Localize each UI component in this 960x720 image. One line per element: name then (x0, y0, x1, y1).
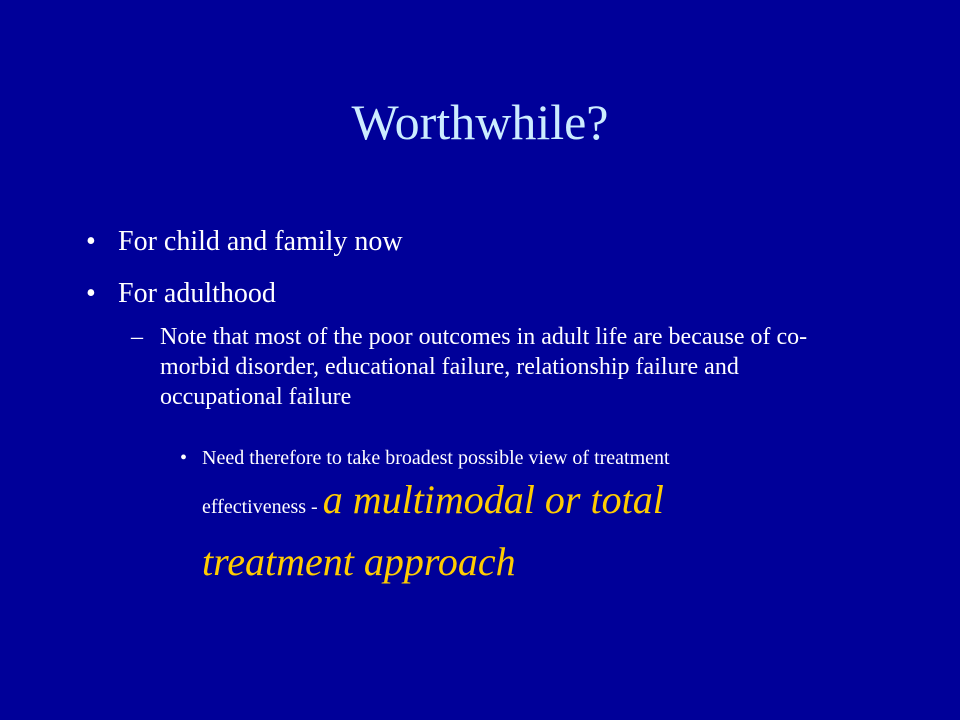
slide-title: Worthwhile? (351, 94, 609, 150)
sub-sub-bullet-line1: Need therefore to take broadest possible view of treatment (202, 447, 670, 469)
sub-sub-bullet-line2 (202, 478, 862, 528)
bullet-marker: • (86, 278, 96, 309)
bullet-marker: • (86, 226, 96, 257)
emphasis-multimodal: a multimodal or total (322, 477, 664, 522)
bullet-child-and-family: For child and family now (118, 226, 403, 257)
sub-bullet-marker: – (131, 324, 143, 350)
emphasis-treatment-approach: treatment approach (202, 539, 516, 584)
effectiveness-text: effectiveness - (202, 496, 323, 518)
bullet-adulthood: For adulthood (118, 278, 276, 309)
sub-sub-bullet-marker: • (180, 447, 188, 469)
sub-bullet-poor-outcomes: Note that most of the poor outcomes in adult life are because of co-morbid disorder, educational failure, relationship failure and occupational failure (160, 324, 808, 410)
